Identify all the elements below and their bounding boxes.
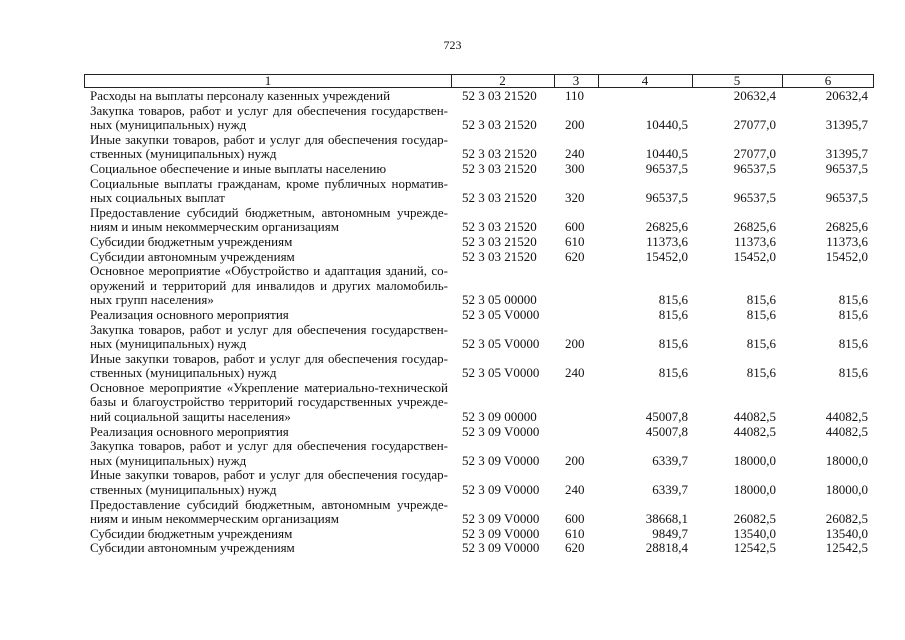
table-body [90,89,875,556]
row-value-col5: 96537,5 [733,160,776,176]
row-value-col6: 13540,0 [825,525,868,541]
page-number: 723 [443,38,462,52]
row-code: 52 3 09 V0000 [462,452,540,468]
row-name: Закупка товаров, работ и услуг для обеспечения государствен-ных (муниципальных) нужд [90,321,448,352]
row-expense-type: 110 [565,88,585,103]
row-code: 52 3 03 21520 [462,160,537,176]
row-name: Субсидии автономным учреждениям [90,540,295,556]
row-name: Закупка товаров, работ и услуг для обеспечения государствен-ных (муниципальных) нужд [90,102,448,133]
row-expense-type: 610 [565,525,585,541]
row-code: 52 3 03 21520 [462,248,537,264]
table-row [90,425,875,440]
table-row [90,104,875,133]
row-value-col4: 815,6 [658,306,688,322]
row-expense-type: 610 [565,233,585,249]
row-value-col5: 44082,5 [733,409,776,425]
row-value-col5: 20632,4 [733,88,776,103]
row-code: 52 3 09 V0000 [462,482,540,498]
header-col-3: 3 [572,73,580,88]
row-name: Закупка товаров, работ и услуг для обеспечения государствен-ных (муниципальных) нужд [90,438,448,468]
table-row [90,439,875,468]
row-expense-type: 320 [565,190,585,206]
row-value-col5: 18000,0 [733,452,776,468]
row-value-col4: 26825,6 [645,219,688,235]
row-expense-type: 620 [565,248,585,264]
table-row [90,308,875,323]
table-row [90,381,875,425]
row-value-col5: 15452,0 [733,248,776,264]
row-name: Предоставление субсидий бюджетным, автономным учрежде-ниям и иным некоммерческим организациям [90,496,448,527]
table-row [90,468,875,497]
table-row [90,527,875,542]
row-name: Социальное обеспечение и иные выплаты населению [90,160,387,176]
row-code: 52 3 09 00000 [462,409,537,425]
table-row [90,323,875,352]
row-value-col5: 13540,0 [733,525,776,541]
row-value-col6: 96537,5 [825,190,868,206]
row-value-col5: 12542,5 [733,540,776,556]
row-name: Иные закупки товаров, работ и услуг для обеспечения государ-ственных (муниципальных) нужд [90,467,448,498]
row-code: 52 3 05 V0000 [462,336,540,352]
row-name: Социальные выплаты гражданам, кроме публичных норматив-ных социальных выплат [90,175,448,206]
row-value-col5: 26825,6 [733,219,776,235]
row-value-col4: 9849,7 [652,525,688,541]
row-code: 52 3 09 V0000 [462,540,540,556]
row-value-col5: 27077,0 [733,146,776,162]
row-value-col6: 31395,7 [825,117,868,133]
row-code: 52 3 05 V0000 [462,365,540,381]
row-value-col4: 96537,5 [645,190,688,206]
header-col-2: 2 [499,73,506,88]
row-value-col6: 815,6 [838,292,868,308]
row-value-col6: 18000,0 [825,452,868,468]
table-row [90,162,875,177]
row-name: Основное мероприятие «Обустройство и адаптация зданий, со-оружений и территорий для инвалидов и других маломобиль-ных групп населения» [90,263,448,308]
row-value-col5: 815,6 [746,336,776,352]
row-name: Реализация основного мероприятия [90,423,289,439]
row-value-col6: 15452,0 [825,248,868,264]
row-code: 52 3 05 00000 [462,292,537,308]
row-value-col6: 11373,6 [826,233,868,249]
row-value-col6: 96537,5 [825,160,868,176]
row-expense-type: 600 [565,511,585,527]
row-value-col6: 18000,0 [825,482,868,498]
table-row [90,498,875,527]
table-row [90,133,875,162]
row-value-col6: 20632,4 [825,88,868,103]
row-value-col4: 815,6 [658,365,688,381]
row-value-col4: 815,6 [658,336,688,352]
row-value-col4: 11373,6 [646,233,688,249]
row-value-col4: 45007,8 [645,423,688,439]
row-expense-type: 200 [565,117,585,133]
row-value-col5: 18000,0 [733,482,776,498]
table-row [90,206,875,235]
table-row [90,352,875,381]
table-row [90,177,875,206]
row-value-col4: 815,6 [658,292,688,308]
row-value-col4: 10440,5 [645,146,688,162]
row-value-col5: 815,6 [746,365,776,381]
row-value-col5: 815,6 [746,292,776,308]
row-code: 52 3 03 21520 [462,219,537,235]
header-col-6: 6 [824,73,832,88]
row-value-col6: 31395,7 [825,146,868,162]
row-value-col6: 26825,6 [825,219,868,235]
row-name: Основное мероприятие «Укрепление материально-технической базы и благоустройство территорий государственных учрежде-ний социальной защиты населения» [90,379,448,425]
row-code: 52 3 03 21520 [462,233,537,249]
row-value-col6: 12542,5 [825,540,868,556]
row-expense-type: 600 [565,219,585,235]
row-value-col5: 815,6 [746,306,776,322]
row-code: 52 3 03 21520 [462,117,537,133]
row-value-col4: 6339,7 [652,452,688,468]
row-value-col4: 38668,1 [645,511,688,527]
row-value-col4: 45007,8 [645,409,688,425]
header-col-5: 5 [733,73,741,88]
row-code: 52 3 03 21520 [462,88,537,103]
row-code: 52 3 09 V0000 [462,511,540,527]
row-value-col4: 96537,5 [645,160,688,176]
row-name: Предоставление субсидий бюджетным, автономным учрежде-ниям и иным некоммерческим организациям [90,204,448,235]
row-value-col5: 11373,6 [734,233,776,249]
row-name: Субсидии автономным учреждениям [90,248,295,264]
table-header [84,74,874,88]
header-col-4: 4 [641,73,649,88]
table-row [90,250,875,265]
row-value-col4: 6339,7 [652,482,688,498]
row-value-col6: 26082,5 [825,511,868,527]
row-value-col4: 10440,5 [645,117,688,133]
row-value-col6: 815,6 [838,336,868,352]
row-value-col6: 44082,5 [825,423,868,439]
table-row [90,264,875,308]
row-value-col6: 815,6 [838,365,868,381]
row-name: Расходы на выплаты персоналу казенных учреждений [90,88,391,103]
row-expense-type: 200 [565,336,585,352]
row-code: 52 3 09 V0000 [462,423,540,439]
row-code: 52 3 03 21520 [462,190,537,206]
header-col-1: 1 [264,73,272,88]
row-expense-type: 300 [565,160,585,176]
table-row [90,235,875,250]
row-value-col6: 44082,5 [825,409,868,425]
row-value-col5: 96537,5 [733,190,776,206]
row-value-col5: 44082,5 [733,423,776,439]
row-value-col4: 28818,4 [645,540,688,556]
row-name: Субсидии бюджетным учреждениям [90,525,293,541]
row-value-col4: 15452,0 [645,248,688,264]
row-value-col6: 815,6 [838,306,868,322]
table-row [90,541,875,556]
row-expense-type: 240 [565,482,585,498]
row-value-col5: 27077,0 [733,117,776,133]
row-name: Иные закупки товаров, работ и услуг для обеспечения государ-ственных (муниципальных) нужд [90,131,448,162]
row-name: Реализация основного мероприятия [90,306,289,322]
row-code: 52 3 03 21520 [462,146,537,162]
table-row [90,89,875,104]
row-expense-type: 200 [565,452,585,468]
row-name: Субсидии бюджетным учреждениям [90,233,293,249]
row-expense-type: 240 [565,365,585,381]
row-expense-type: 240 [565,146,585,162]
row-code: 52 3 05 V0000 [462,306,540,322]
row-expense-type: 620 [565,540,585,556]
row-name: Иные закупки товаров, работ и услуг для обеспечения государ-ственных (муниципальных) нужд [90,350,448,381]
row-code: 52 3 09 V0000 [462,525,540,541]
row-value-col5: 26082,5 [733,511,776,527]
